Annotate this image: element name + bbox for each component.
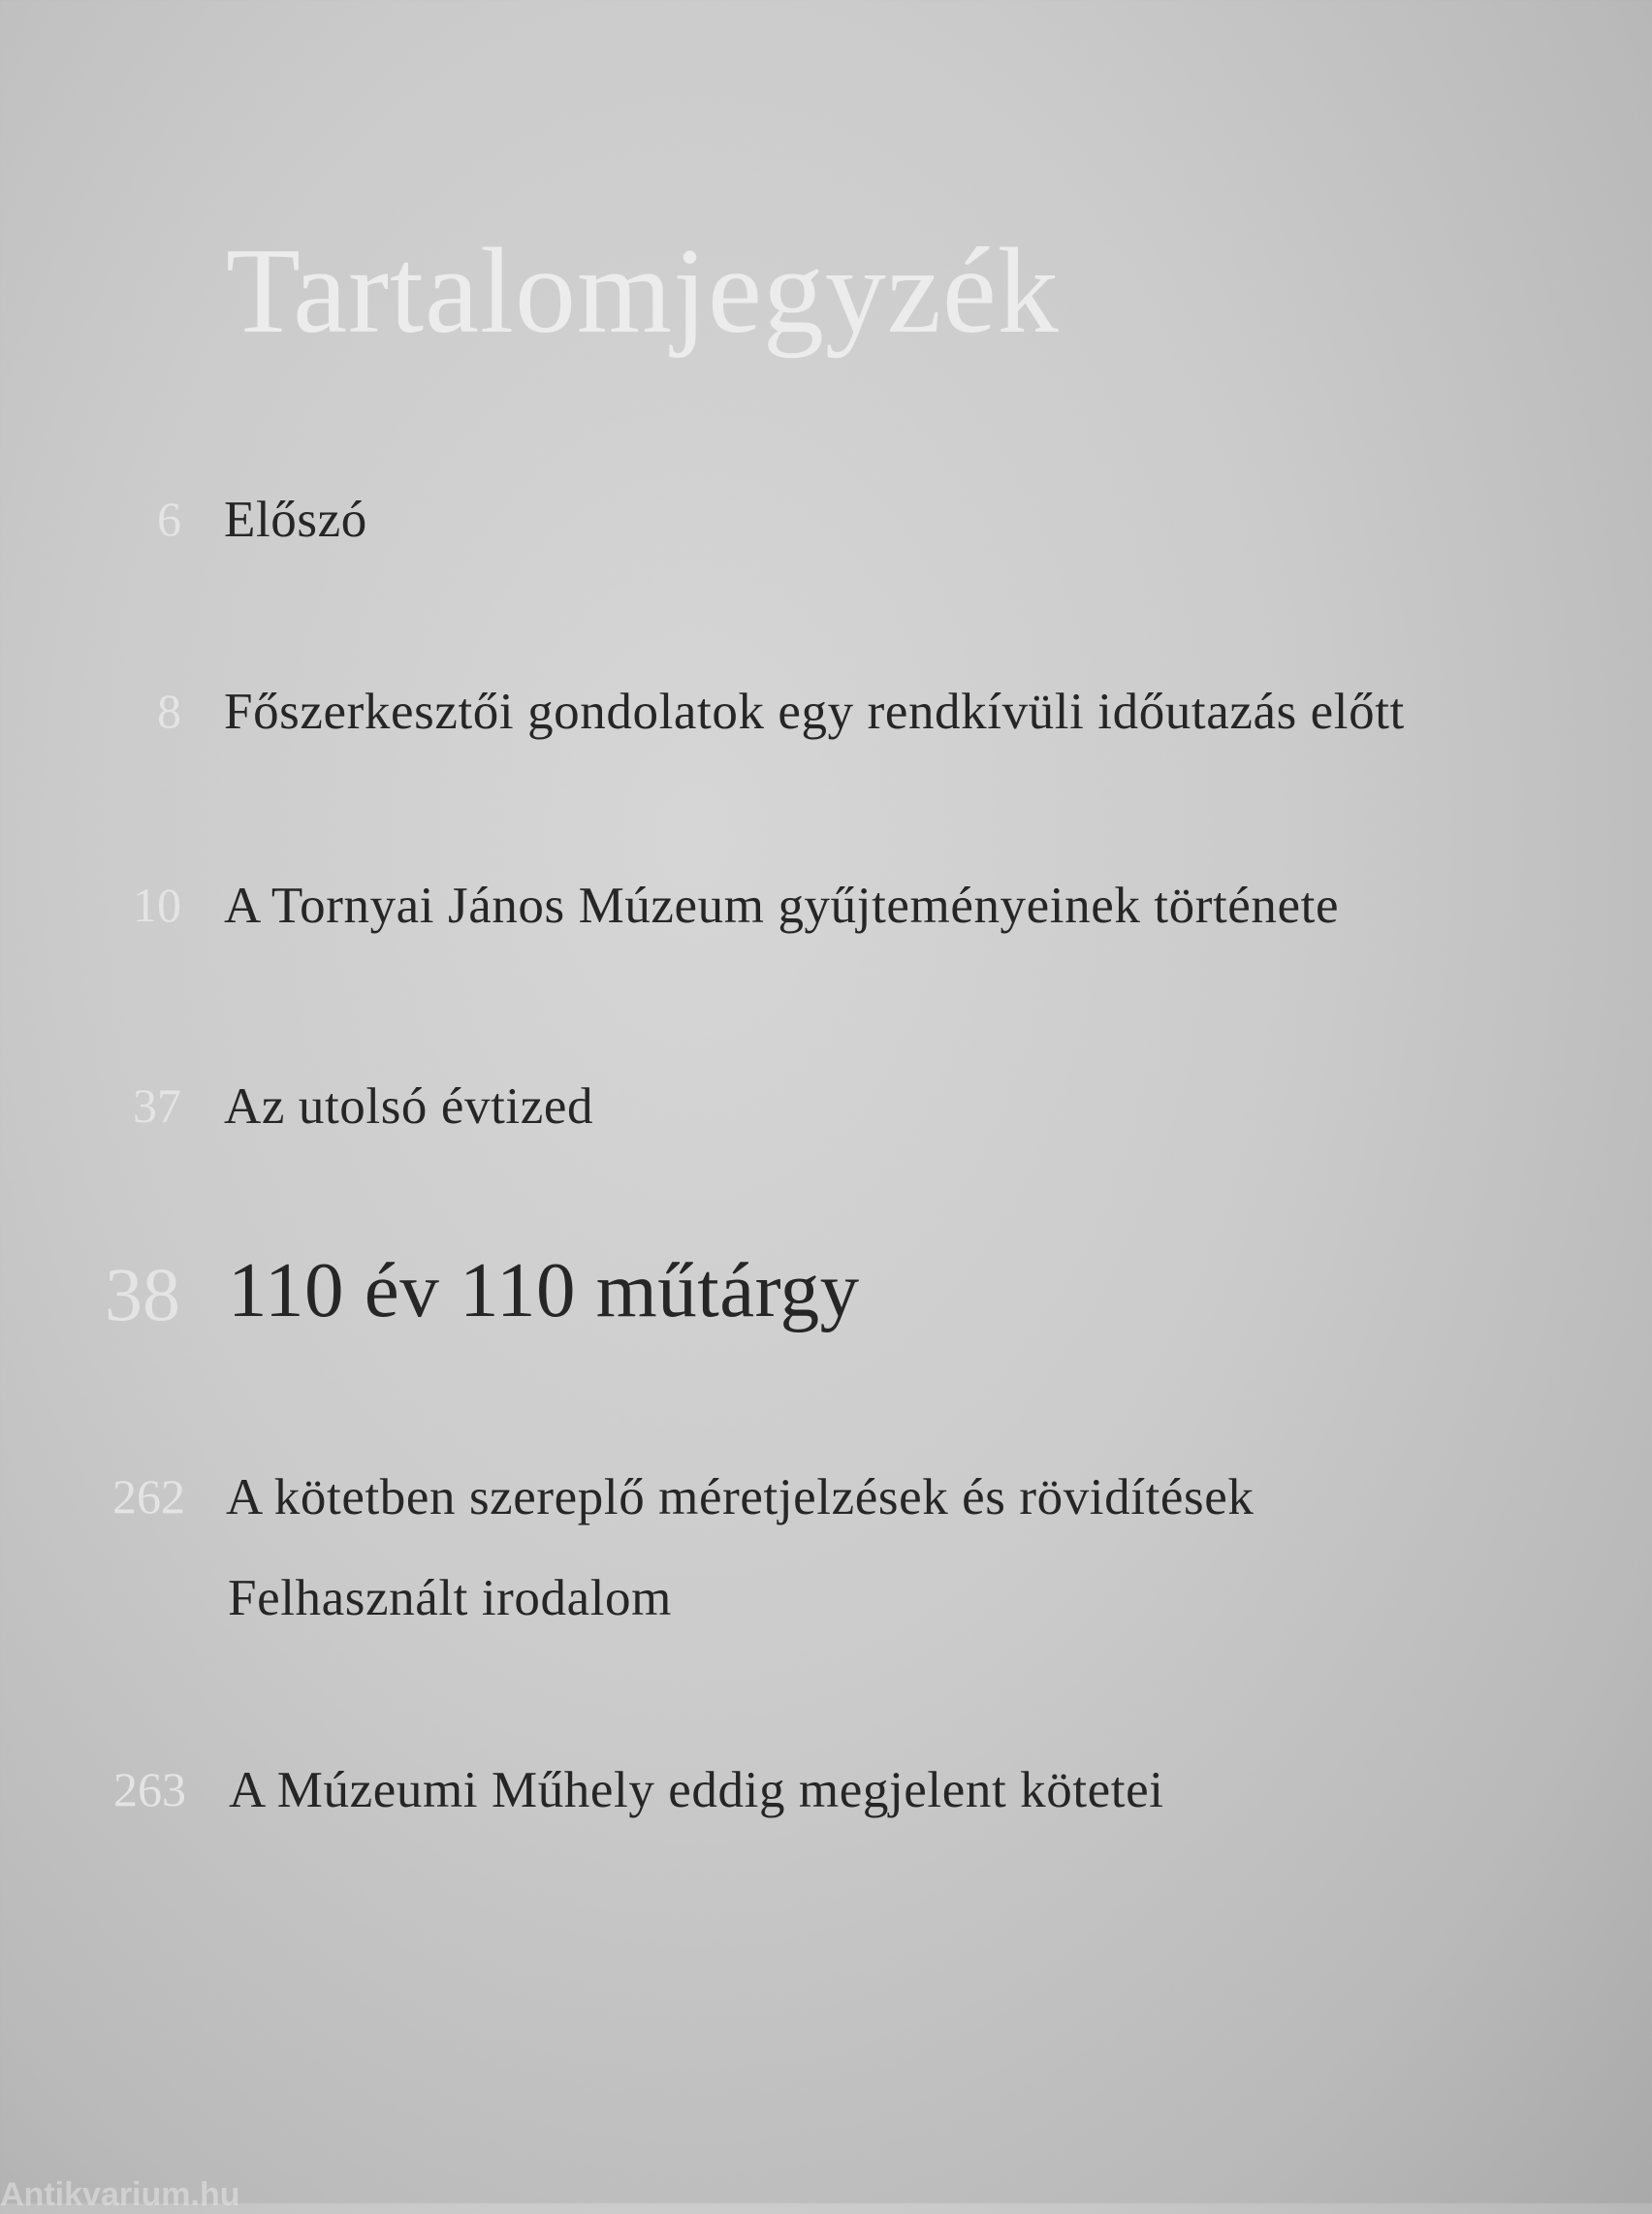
toc-entry-title: 110 év 110 műtárgy bbox=[228, 1246, 860, 1333]
toc-entry-title: A Múzeumi Műhely eddig megjelent kötetei bbox=[229, 1762, 1164, 1818]
toc-page-number: 38 bbox=[105, 1252, 180, 1336]
toc-entry-title: Előszó bbox=[224, 492, 367, 548]
page-title: Tartalomjegyzék bbox=[226, 224, 1060, 359]
toc-entry-foreword[interactable] bbox=[0, 475, 1652, 548]
toc-entry-title: A Tornyai János Múzeum gyűjteményeinek története bbox=[224, 878, 1340, 934]
toc-page-number: 10 bbox=[133, 878, 181, 932]
watermark: Antikvarium.hu bbox=[0, 2176, 240, 2213]
toc-page-number: 262 bbox=[112, 1469, 185, 1524]
toc-page-number: 263 bbox=[113, 1762, 186, 1816]
toc-page-number: 37 bbox=[133, 1078, 181, 1133]
toc-entry-subtitle: Felhasznált irodalom bbox=[228, 1570, 672, 1626]
toc-page-number: 6 bbox=[157, 492, 181, 546]
toc-entry-measurements-abbreviations[interactable] bbox=[0, 1455, 1652, 1626]
toc-entry-title: Főszerkesztői gondolatok egy rendkívüli időutazás előtt bbox=[224, 684, 1405, 740]
toc-entry-editor-thoughts[interactable] bbox=[0, 669, 1652, 740]
toc-entry-last-decade[interactable] bbox=[0, 1062, 1652, 1135]
toc-entry-collection-history[interactable] bbox=[0, 863, 1652, 934]
toc-entry-110-artworks[interactable] bbox=[0, 1241, 1652, 1336]
toc-page-number: 8 bbox=[157, 684, 181, 738]
toc-entry-title: Az utolsó évtized bbox=[224, 1078, 594, 1135]
toc-entry-previous-volumes[interactable] bbox=[0, 1746, 1652, 1818]
toc-entry-title: A kötetben szereplő méretjelzések és rövidítések bbox=[226, 1469, 1255, 1525]
